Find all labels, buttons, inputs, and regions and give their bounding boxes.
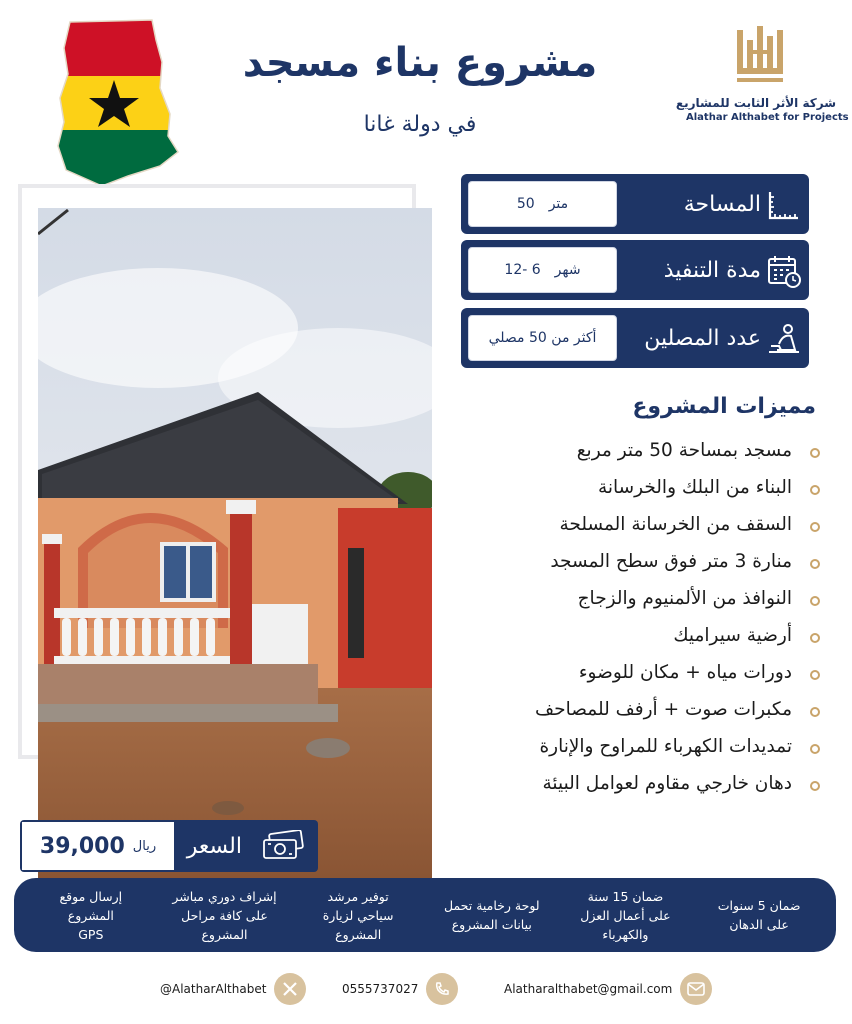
info-worshippers: [461, 308, 809, 368]
page-subtitle: في دولة غانا: [363, 112, 477, 137]
bullet-icon: [810, 522, 820, 532]
ruler-icon: [767, 188, 801, 222]
price-label: السعر: [186, 833, 242, 859]
area-label: المساحة: [683, 191, 761, 217]
bullet-icon: [810, 559, 820, 569]
worshippers-value: أكثر من 50 مصلي: [468, 315, 617, 361]
list-item: [420, 691, 820, 728]
area-unit: متر: [548, 196, 569, 212]
service-item: لوحة رخامية تحمل بيانات المشروع: [443, 898, 540, 932]
mosque-photo: [38, 208, 432, 878]
bullet-icon: [810, 781, 820, 791]
feature-text: البناء من البلك والخرسانة: [597, 477, 792, 498]
list-item: [420, 506, 820, 543]
service-item: ضمان 15 سنة على أعمال العزل والكهرباء: [580, 888, 671, 942]
duration-label: مدة التنفيذ: [663, 257, 761, 283]
list-item: [420, 432, 820, 469]
social-handle[interactable]: @AlatharAlthabet: [160, 982, 267, 996]
worshipper-icon: [767, 322, 801, 356]
duration-value: [468, 247, 617, 293]
contact-phone[interactable]: [342, 972, 458, 1006]
x-icon: [274, 973, 306, 1005]
area-value: [468, 181, 617, 227]
bullet-icon: [810, 448, 820, 458]
mail-icon: [680, 973, 712, 1005]
bullet-icon: [810, 485, 820, 495]
bullet-icon: [810, 707, 820, 717]
logo-name-en: Alathar Althabet for Projects: [686, 112, 849, 123]
feature-text: دهان خارجي مقاوم لعوامل البيئة: [542, 773, 792, 794]
feature-text: دورات مياه + مكان للوضوء: [578, 662, 792, 683]
service-item: توفير مرشد سياحي لزيارة المشروع: [322, 888, 394, 942]
calendar-icon: [767, 254, 801, 288]
phone-icon: [426, 973, 458, 1005]
duration-number: 6 -12: [504, 262, 541, 278]
list-item: [420, 543, 820, 580]
contact-email[interactable]: [504, 972, 712, 1006]
ghana-flag-map-icon: [56, 18, 180, 188]
list-item: [420, 469, 820, 506]
features-title: مميزات المشروع: [632, 394, 816, 419]
contact-social[interactable]: [160, 972, 306, 1006]
price-box: [20, 820, 318, 872]
feature-text: مكبرات صوت + أرفف للمصاحف: [535, 699, 792, 720]
page-title: مشروع بناء مسجد: [242, 40, 598, 86]
money-icon: [262, 830, 304, 862]
logo-name-ar: شركة الأثر الثابت للمشاريع: [675, 96, 836, 110]
area-number: 50: [516, 196, 535, 212]
feature-text: أرضية سيراميك: [673, 625, 792, 646]
feature-text: السقف من الخرسانة المسلحة: [559, 514, 792, 535]
worshippers-label: عدد المصلين: [644, 325, 761, 351]
info-duration: [461, 240, 809, 300]
list-item: [420, 765, 820, 802]
services-strip: [14, 878, 836, 952]
feature-text: النوافذ من الألمنيوم والزجاج: [577, 588, 792, 609]
service-item: ضمان 5 سنوات على الدهان: [717, 898, 801, 932]
price-value: 39,000: [39, 833, 125, 859]
feature-text: منارة 3 متر فوق سطح المسجد: [550, 551, 792, 572]
bullet-icon: [810, 596, 820, 606]
bullet-icon: [810, 633, 820, 643]
price-value-box: [22, 822, 174, 870]
logo-mark-icon: [735, 22, 787, 84]
info-area: [461, 174, 809, 234]
email-address[interactable]: Alatharalthabet@gmail.com: [504, 982, 673, 996]
phone-number[interactable]: 0555737027: [342, 982, 419, 996]
service-item: إشراف دوري مباشر على كافة مراحل المشروع: [172, 888, 277, 942]
price-currency: ريال: [132, 838, 157, 854]
feature-text: مسجد بمساحة 50 متر مربع: [576, 440, 792, 461]
service-item: إرسال موقع المشروع GPS: [59, 888, 123, 942]
bullet-icon: [810, 744, 820, 754]
list-item: [420, 728, 820, 765]
company-logo: [675, 22, 849, 137]
bullet-icon: [810, 670, 820, 680]
list-item: [420, 617, 820, 654]
feature-text: تمديدات الكهرباء للمراوح والإنارة: [539, 736, 792, 757]
list-item: [420, 654, 820, 691]
features-list: [420, 432, 820, 802]
duration-unit: شهر: [554, 262, 581, 278]
list-item: [420, 580, 820, 617]
